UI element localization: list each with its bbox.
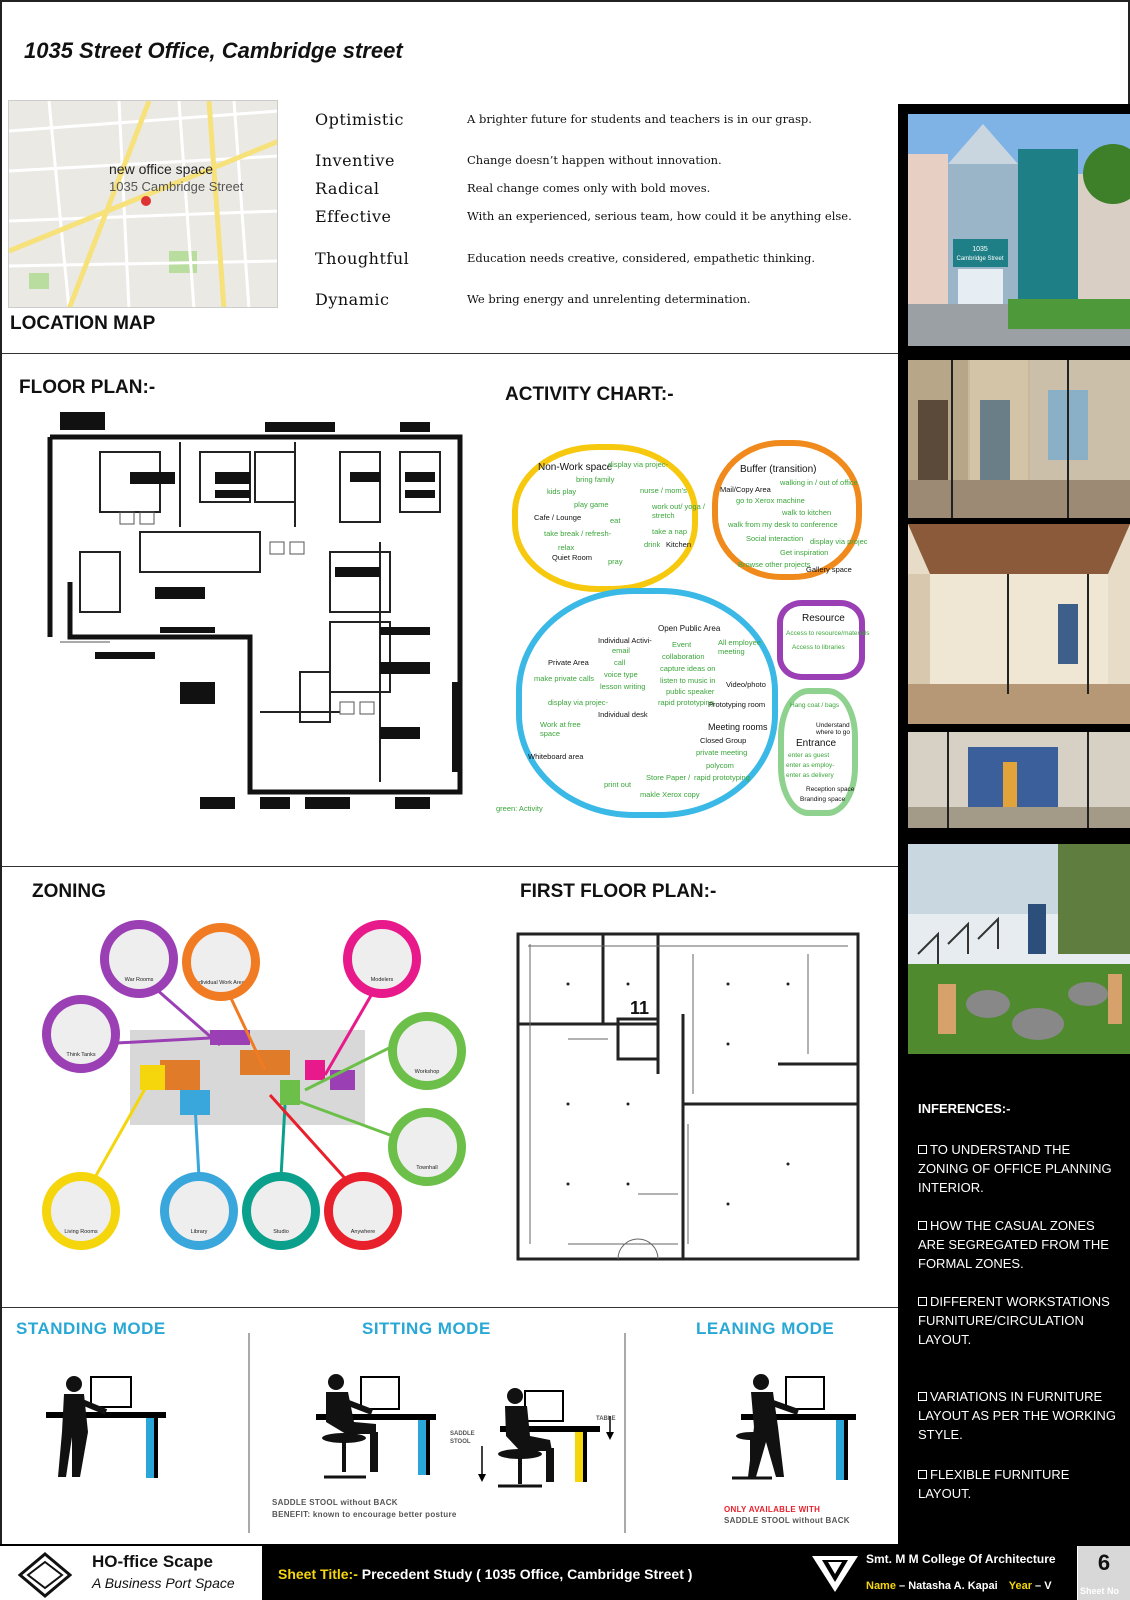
checkbox-icon <box>918 1392 927 1401</box>
activity-item: Branding space <box>800 796 846 803</box>
activity-item: kids play <box>547 487 577 496</box>
inference-item <box>918 1140 1118 1197</box>
activity-item: walking in / out of office <box>780 478 858 487</box>
value-word: Inventive <box>315 151 395 170</box>
bubble-head-resource: Resource <box>802 613 845 624</box>
inference-text: VARIATIONS IN FURNITURE LAYOUT AS PER THE WORKING STYLE. <box>918 1389 1116 1442</box>
activity-item: drink <box>644 540 661 549</box>
activity-item: pray <box>608 557 623 566</box>
building-sign-number: 1035 <box>972 246 988 253</box>
first-floor-svg <box>508 924 870 1272</box>
activity-item: Individual desk <box>598 710 648 719</box>
location-map <box>8 100 278 308</box>
activity-item: Work at free space <box>540 720 581 738</box>
zone-library <box>160 1172 238 1250</box>
activity-item: polycom <box>706 761 734 770</box>
building-sign-street: Cambridge Street <box>956 256 1004 262</box>
activity-chart-title: ACTIVITY CHART:- <box>505 384 674 405</box>
activity-item: All employee meeting <box>718 638 761 656</box>
activity-item: Mail/Copy Area <box>720 485 771 494</box>
interior-photo-3 <box>908 732 1130 828</box>
activity-item: Quiet Room <box>552 553 593 562</box>
zone-living-rooms <box>42 1172 120 1250</box>
zone-label: Townhall <box>416 1165 438 1171</box>
checkbox-icon <box>918 1297 927 1306</box>
bubble-head-entrance: Entrance <box>796 738 837 749</box>
activity-item: walk to kitchen <box>782 508 832 517</box>
value-word: Effective <box>315 207 392 226</box>
checkbox-icon <box>918 1221 927 1230</box>
inference-text: FLEXIBLE FURNITURE LAYOUT. <box>918 1467 1070 1501</box>
inference-text: TO UNDERSTAND THE ZONING OF OFFICE PLANNING INTERIOR. <box>918 1142 1112 1195</box>
activity-item: enter as delivery <box>786 772 834 779</box>
inference-text: DIFFERENT WORKSTATIONS FURNITURE/CIRCULATION LAYOUT. <box>918 1294 1110 1347</box>
checkbox-icon <box>918 1145 927 1154</box>
zone-label: Living Rooms <box>64 1229 98 1235</box>
inference-item <box>918 1216 1118 1273</box>
zone-label: Think Tanks <box>66 1052 96 1058</box>
mode-divider <box>624 1333 626 1533</box>
zone-label: Modelers <box>370 977 394 983</box>
location-map-title: LOCATION MAP <box>10 313 156 334</box>
activity-item: listen to music in <box>660 676 716 685</box>
map-streets <box>9 101 278 308</box>
building-photo <box>908 114 1130 346</box>
section-divider <box>2 866 898 867</box>
activity-item: Reception space <box>806 786 855 793</box>
inferences-title: INFERENCES:- <box>918 1101 1011 1116</box>
sitting-figure-illustration <box>306 1372 446 1482</box>
activity-item: makle Xerox copy <box>640 790 700 799</box>
standing-figure-illustration <box>36 1372 176 1480</box>
value-desc: Education needs creative, considered, empathetic thinking. <box>467 251 816 265</box>
name-value: – Natasha A. Kapai <box>899 1580 998 1592</box>
project-tagline: A Business Port Space <box>92 1575 235 1591</box>
mode-divider <box>248 1333 250 1533</box>
bubble-head-non-work: Non-Work space <box>538 462 613 473</box>
checkbox-icon <box>918 1470 927 1479</box>
activity-item: take a nap <box>652 527 688 536</box>
activity-item: collaboration <box>662 652 705 661</box>
activity-item: take break / refresh- <box>544 529 612 538</box>
activity-item: print out <box>604 780 632 789</box>
zone-anywhere <box>324 1172 402 1250</box>
activity-item: call <box>614 658 626 667</box>
activity-item: Social interaction <box>746 534 804 543</box>
zone-label: Workshop <box>414 1069 440 1075</box>
section-divider <box>2 353 898 354</box>
sitting-note-1: SADDLE STOOL without BACK <box>272 1498 398 1507</box>
activity-item: Gallery space <box>806 565 852 574</box>
activity-item: capture ideas on <box>660 664 716 673</box>
activity-item: work out/ yoga / stretch <box>652 502 705 520</box>
bubble-head-buffer: Buffer (transition) <box>740 464 817 475</box>
activity-item: rapid prototyping <box>658 698 714 707</box>
activity-item: enter as employ- <box>786 762 835 769</box>
project-logo-icon <box>18 1552 72 1598</box>
page-title: 1035 Street Office, Cambridge street <box>24 38 403 63</box>
zoning-diagram <box>40 920 480 1255</box>
activity-item: Hang coat / bags <box>790 702 840 709</box>
render-photo <box>908 844 1130 1054</box>
activity-item: Cafe / Lounge <box>534 513 582 522</box>
value-word: Radical <box>315 179 380 198</box>
value-word: Dynamic <box>315 290 390 309</box>
zone-think-tanks <box>42 995 120 1073</box>
table-label: TABLE <box>596 1416 616 1422</box>
sheet-number: 6 <box>1097 1550 1111 1575</box>
render-illustration <box>908 844 1130 1054</box>
inference-item <box>918 1387 1118 1444</box>
leaning-mode-title: LEANING MODE <box>696 1319 835 1338</box>
map-label-address: 1035 Cambridge Street <box>109 179 244 194</box>
activity-item: relax <box>558 543 575 552</box>
activity-item: walk from my desk to conference <box>728 520 838 529</box>
inference-item <box>918 1292 1118 1349</box>
zone-workshop <box>388 1012 466 1090</box>
value-desc: With an experienced, serious team, how could it be anything else. <box>467 209 852 223</box>
interior-illustration <box>908 732 1130 828</box>
building-illustration <box>908 114 1130 346</box>
standing-mode-title: STANDING MODE <box>16 1319 166 1338</box>
floor-plan-title: FLOOR PLAN:- <box>19 377 156 398</box>
activity-item: Individual Activi- <box>598 636 652 645</box>
activity-item: play game <box>574 500 609 509</box>
value-desc: Real change comes only with bold moves. <box>467 181 711 195</box>
activity-item: voice type <box>604 670 638 679</box>
zoning-title: ZONING <box>32 881 106 902</box>
activity-item: Access to libraries <box>792 644 845 651</box>
zone-townhall <box>388 1108 466 1186</box>
activity-item: Prototyping room <box>708 700 766 709</box>
value-desc: Change doesn’t happen without innovation. <box>467 153 722 167</box>
floor-plan-drawing <box>40 412 465 817</box>
student-info <box>866 1580 1052 1592</box>
leaning-note-2: SADDLE STOOL without BACK <box>724 1516 850 1525</box>
activity-legend: green: Activity <box>496 804 543 813</box>
activity-chart <box>490 440 880 825</box>
sheet-title-value: Precedent Study ( 1035 Office, Cambridge Street ) <box>361 1566 693 1582</box>
value-word: Optimistic <box>315 110 404 129</box>
leaning-figure-illustration <box>726 1372 866 1484</box>
activity-item: private meeting <box>696 748 748 757</box>
project-name: HO-ffice Scape <box>92 1552 213 1571</box>
first-floor-drawing <box>508 924 870 1272</box>
activity-item: Kitchen <box>666 540 692 549</box>
sheet-title-label: Sheet Title:- <box>278 1566 358 1582</box>
college-name: Smt. M M College Of Architecture <box>866 1552 1056 1566</box>
activity-item: display via projec- <box>548 698 609 707</box>
activity-item: Understand where to go <box>816 722 850 736</box>
inference-item <box>918 1465 1118 1503</box>
zone-label: Individual Work Areas <box>194 980 248 986</box>
college-logo-icon <box>810 1552 860 1594</box>
interior-illustration <box>908 524 1130 724</box>
activity-item: bring family <box>576 475 615 484</box>
footer-title-bar <box>262 1546 1077 1600</box>
sheet-number-box <box>1078 1546 1130 1600</box>
zone-label: Library <box>190 1229 208 1235</box>
activity-item: Closed Group <box>700 736 747 745</box>
activity-item: email <box>612 646 630 655</box>
activity-item: go to Xerox machine <box>736 496 805 505</box>
zone-label: War Rooms <box>124 977 154 983</box>
zone-individual-work-areas <box>182 923 260 1001</box>
inference-text: HOW THE CASUAL ZONES ARE SEGREGATED FROM THE FORMAL ZONES. <box>918 1218 1109 1271</box>
value-desc: We bring energy and unrelenting determination. <box>467 292 751 306</box>
map-label-office: new office space <box>109 161 214 177</box>
activity-item: Whiteboard area <box>528 752 584 761</box>
bubble-resource <box>777 600 865 680</box>
leaning-note-1: ONLY AVAILABLE WITH <box>724 1505 821 1514</box>
activity-item: Get inspiration <box>780 548 829 557</box>
interior-photo-1 <box>908 360 1130 518</box>
floor-plan-svg <box>40 412 465 817</box>
value-desc: A brighter future for students and teachers is in our grasp. <box>467 112 812 126</box>
name-label: Name <box>866 1580 896 1592</box>
zone-label: Studio <box>273 1229 289 1235</box>
sheet-title <box>278 1566 692 1582</box>
sheet-no-label: Sheet No <box>1080 1586 1120 1596</box>
activity-item: enter as guest <box>788 752 830 759</box>
activity-item: Event <box>672 640 692 649</box>
activity-item: rapid prototyping <box>694 773 750 782</box>
first-floor-title: FIRST FLOOR PLAN:- <box>520 881 717 902</box>
activity-item: Video/photo <box>726 680 766 689</box>
first-floor-room-number: 11 <box>630 998 650 1018</box>
section-divider <box>2 1307 898 1308</box>
interior-photo-2 <box>908 524 1130 724</box>
footer-bar <box>0 1544 1130 1600</box>
zone-label: Anywhere <box>350 1229 376 1235</box>
activity-item: Browse other projects <box>738 560 811 569</box>
year-label: Year <box>1008 1580 1032 1592</box>
sitting-figure-2-illustration <box>470 1386 620 1496</box>
activity-item: Access to resource/materials <box>786 630 870 637</box>
activity-item: display via projec <box>810 537 868 546</box>
activity-item: Store Paper / <box>646 773 691 782</box>
activity-item: lesson writing <box>600 682 646 691</box>
zone-studio <box>242 1172 320 1250</box>
zone-war-rooms <box>100 920 178 998</box>
saddle-stool-label: SADDLE STOOL <box>450 1431 475 1445</box>
value-word: Thoughtful <box>315 249 410 268</box>
activity-item: Meeting rooms <box>708 722 768 732</box>
sitting-mode-title: SITTING MODE <box>362 1319 491 1338</box>
activity-item: nurse / mom's <box>640 486 687 495</box>
bubble-head-open-public: Open Public Area <box>658 624 721 633</box>
interior-illustration <box>908 360 1130 518</box>
zone-modelers <box>343 920 421 998</box>
year-value: – V <box>1035 1580 1052 1592</box>
activity-item: make private calls <box>534 674 595 683</box>
activity-item: Private Area <box>548 658 589 667</box>
activity-item: public speaker <box>666 687 715 696</box>
sitting-note-2: BENEFIT: known to encourage better posture <box>272 1510 457 1519</box>
activity-item: display via projec- <box>608 460 669 469</box>
activity-item: eat <box>610 516 621 525</box>
